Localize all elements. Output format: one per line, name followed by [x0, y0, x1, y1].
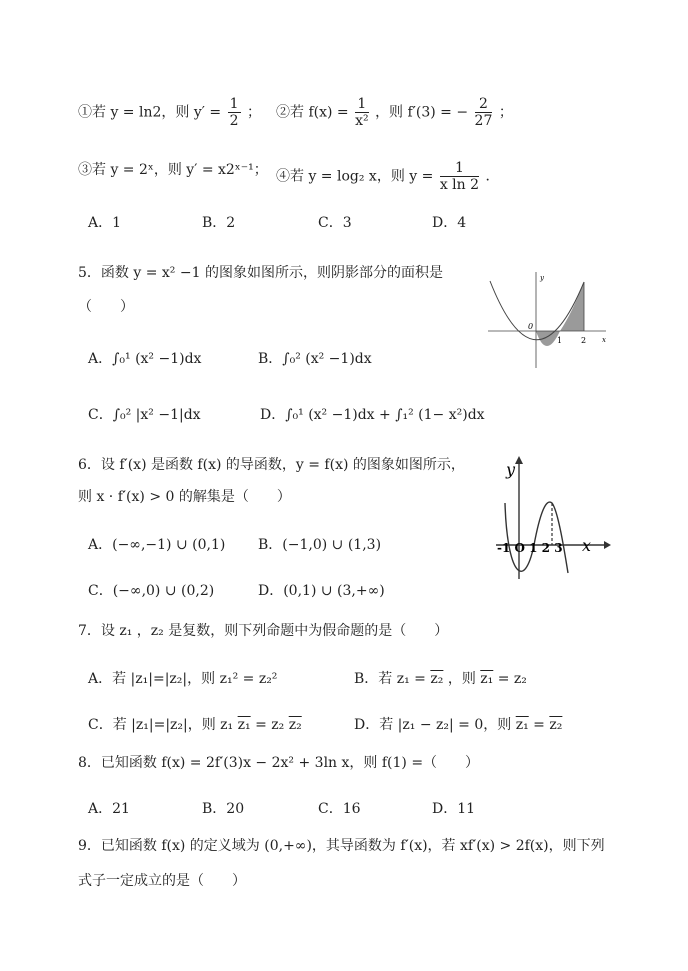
q4-s2-fraction-1: $\frac{1}{\text{x²}}$	[355, 96, 369, 129]
q5-option-a[interactable]: A．∫₀¹ (x² −1)dx	[88, 351, 202, 367]
q6-stem-2: 则 x · f′(x) > 0 的解集是（ ）	[78, 489, 291, 505]
q6-stem: 6．设 f′(x) 是函数 f(x) 的导函数，y = f(x) 的图象如图所示，	[78, 457, 465, 473]
q8-option-d[interactable]: D．11	[432, 801, 476, 817]
q9-stem: 9．已知函数 f(x) 的定义域为 (0,+∞)，其导函数为 f′(x)，若 xf′(x) > 2f(x)，则下列	[78, 838, 605, 854]
q4-option-d[interactable]: D．4	[432, 215, 467, 231]
q6-option-d[interactable]: D．(0,1) ∪ (3,+∞)	[258, 583, 385, 599]
q6-option-b[interactable]: B．(−1,0) ∪ (1,3)	[258, 537, 382, 553]
q5-y-label: y	[540, 274, 544, 282]
q5-origin-label: 0	[528, 322, 534, 331]
q6-curve	[505, 502, 568, 573]
q7-option-b[interactable]: B．若 z₁ = z₂ ，则 z₁ = z₂	[354, 671, 527, 687]
q4-option-c[interactable]: C．3	[318, 215, 352, 231]
q6-option-a[interactable]: A．(−∞,−1) ∪ (0,1)	[88, 537, 226, 553]
q6-y-arrow	[515, 456, 523, 464]
q8-stem: 8．已知函数 f(x) = 2f′(3)x − 2x² + 3ln x，则 f(1) =（ ）	[78, 755, 480, 771]
q4-option-b[interactable]: B．2	[202, 215, 236, 231]
q6-x-label: x	[582, 536, 592, 555]
q6-x-arrow	[604, 541, 611, 549]
q5-tick-2: 2	[581, 336, 587, 345]
q5-answer-paren: （ ）	[78, 299, 134, 315]
q7-option-a[interactable]: A．若 |z₁|=|z₂|，则 z₁² = z₂²	[88, 671, 278, 687]
q5-tick-1: 1	[557, 336, 563, 345]
q4-s2-fraction-2: $\frac{2}{27}$	[474, 96, 493, 129]
q8-option-c[interactable]: C．16	[318, 801, 361, 817]
q7-stem: 7．设 z₁ ，z₂ 是复数，则下列命题中为假命题的是（ ）	[78, 623, 449, 639]
q9-stem-2: 式子一定成立的是（ ）	[78, 873, 246, 889]
q5-stem: 5．函数 y = x² −1 的图象如图所示，则阴影部分的面积是	[78, 265, 443, 281]
q5-option-c[interactable]: C．∫₀² |x² −1|dx	[88, 407, 201, 423]
q4-s1-text: ①若 y = ln2，则 y′ =	[78, 104, 222, 121]
q6-option-c[interactable]: C．(−∞,0) ∪ (0,2)	[88, 583, 215, 599]
q4-s4-fraction: $\frac{1}{\text{x ln 2}}$	[439, 160, 480, 193]
q8-option-b[interactable]: B．20	[202, 801, 245, 817]
q4-statement-1: ①若 y = ln2，则 y′ = $\frac{1}{2}$ ；	[78, 96, 261, 129]
q6-y-label: y	[506, 460, 516, 479]
q5-graph	[484, 268, 612, 372]
q5-x-label: x	[602, 336, 606, 344]
q5-option-d[interactable]: D．∫₀¹ (x² −1)dx + ∫₁² (1− x²)dx	[260, 407, 485, 423]
q5-option-b[interactable]: B．∫₀² (x² −1)dx	[258, 351, 372, 367]
q4-s1-fraction: $\frac{1}{2}$	[229, 96, 239, 129]
q4-statement-4: ④若 y = log₂ x，则 y = $\frac{1}{\text{x ln 2}}$ ．	[276, 160, 500, 193]
q7-option-c[interactable]: C．若 |z₁|=|z₂|，则 z₁ z₁ = z₂ z₂	[88, 717, 302, 733]
q4-statement-2: ②若 f(x) = $\frac{1}{\text{x²}}$ ，则 f′(3) = − $\frac{2}{27}$ ；	[276, 96, 513, 129]
q7-option-d[interactable]: D．若 |z₁ − z₂| = 0，则 z₁ = z₂	[354, 717, 563, 733]
q8-option-a[interactable]: A．21	[88, 801, 130, 817]
q6-tick-labels: -1 O 1 2 3	[497, 541, 563, 555]
q4-statement-3: ③若 y = 2ˣ，则 y′ = x2ˣ⁻¹；	[78, 162, 268, 178]
q4-option-a[interactable]: A．1	[88, 215, 122, 231]
q6-graph	[494, 453, 614, 581]
